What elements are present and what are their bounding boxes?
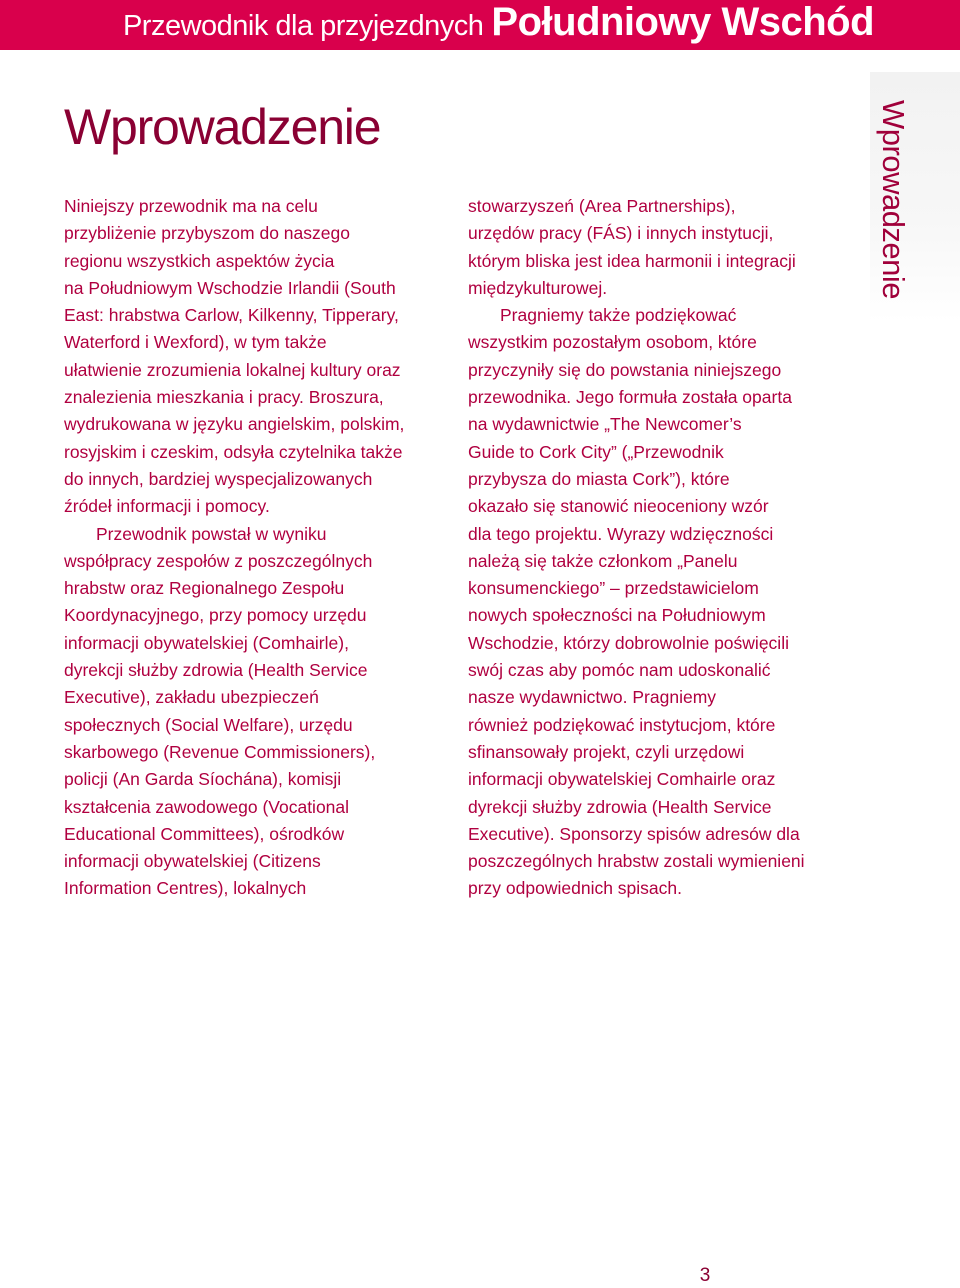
header-bar xyxy=(0,0,960,50)
side-tab-label: Wprowadzenie xyxy=(876,100,911,300)
paragraph: Przewodnik powstał w wyniku współpracy zespołów z poszczególnych hrabstw oraz Regionalnego Zespołu Koordynacyjnego, przy pomocy urzędu informacji obywatelskiej (Comhairle), dyrekcji służby zdrowia (Health Service Executive), zakładu ubezpieczeń społecznych (Social Welfare), urzędu skarbowego (Revenue Commissioners), policji (An Garda Síochána), komisji kształcenia zawodowego (Vocational Educational Committees), ośrodków informacji obywatelskiej (Citizens Information Centres), lokalnych xyxy=(64,523,376,899)
paragraph: stowarzyszeń (Area Partnerships), urzędów pracy (FÁS) i innych instytucji, którym bliska jest idea harmonii i integracji międzykulturowej. xyxy=(468,196,796,298)
page-number: 3 xyxy=(699,1265,711,1286)
paragraph: Niniejszy przewodnik ma na celu przybliżenie przybyszom do naszego regionu wszystkich aspektów życia na Południowym Wschodzie Irlandii (South East: hrabstwa Carlow, Kilkenny, Tipperary, Waterford i Wexford), w tym także ułatwienie zrozumienia lokalnej kultury oraz znalezienia mieszkania i pracy. Broszura, wydrukowana w języku angielskim, polskim, rosyjskim i czeskim, odsyła czytelnika także do innych, bardziej wyspecjalizowanych źródeł informacji i pomocy. xyxy=(64,196,405,517)
header-region: Południowy Wschód xyxy=(491,0,874,44)
header-subtitle: Przewodnik dla przyjezdnych xyxy=(122,10,484,42)
page-title: Wprowadzenie xyxy=(64,99,381,155)
header-title xyxy=(123,0,874,44)
paragraph: Pragniemy także podziękować wszystkim pozostałym osobom, które przyczyniły się do powstania niniejszego przewodnika. Jego formuła została oparta na wydawnictwie „The Newcomer’s Guide to Cork City” („Przewodnik przybysza do miasta Cork”), które okazało się stanowić nieoceniony wzór dla tego projektu. Wyrazy wdzięczności należą się także członkom „Panelu konsumenckiego” – przedstawicielom nowych społeczności na Południowym Wschodzie, którzy dobrowolnie poświęcili swój czas aby pomóc nam udoskonalić nasze wydawnictwo. Pragniemy również podziękować instytucjom, które sfinansowały projekt, czyli urzędowi informacji obywatelskiej Comhairle oraz dyrekcji służby zdrowia (Health Service Executive). Sponsorzy spisów adresów dla poszczególnych hrabstw zostali wymienieni przy odpowiednich spisach. xyxy=(468,305,805,899)
right-column xyxy=(468,193,848,903)
left-column xyxy=(64,193,444,903)
